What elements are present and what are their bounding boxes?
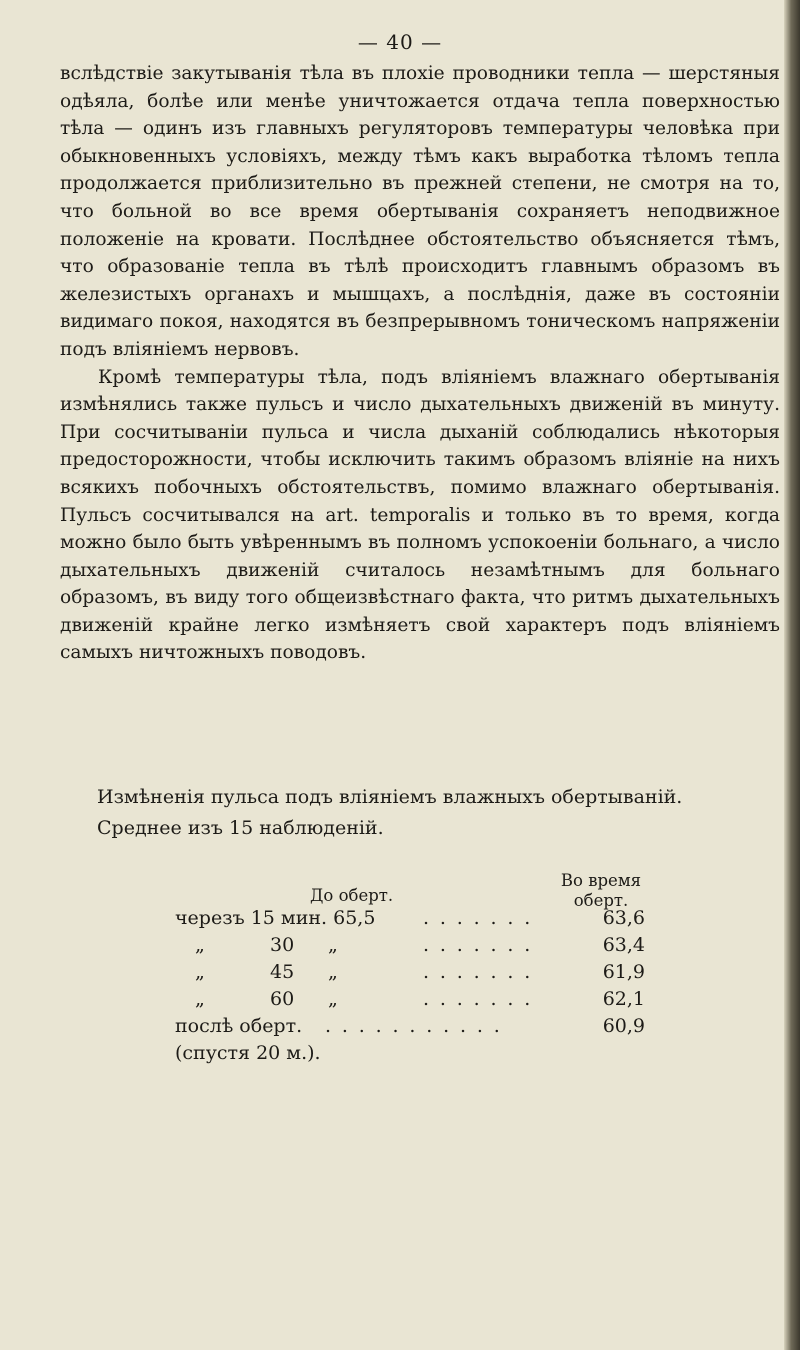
column-header-during-line1: Во время bbox=[560, 871, 642, 890]
ditto-mark: „ bbox=[328, 934, 338, 956]
leader-dots: . . . . . . . bbox=[423, 934, 533, 956]
table-note: (спустя 20 м.). bbox=[175, 1042, 321, 1064]
leader-dots: . . . . . . . bbox=[423, 988, 533, 1010]
ditto-mark: „ bbox=[195, 934, 205, 956]
table-row bbox=[175, 905, 645, 932]
row-label: послѣ оберт. bbox=[175, 1015, 303, 1037]
row-label: черезъ 15 мин. 65,5 bbox=[175, 907, 376, 929]
row-value: 63,4 bbox=[602, 934, 645, 956]
page-number: — 40 — bbox=[357, 30, 443, 54]
leader-dots: . . . . . . . . . . . bbox=[325, 1015, 503, 1037]
table-subtitle: Среднее изъ 15 наблюденій. bbox=[97, 817, 384, 839]
leader-dots: . . . . . . . bbox=[423, 907, 533, 929]
ditto-mark: „ bbox=[195, 988, 205, 1010]
table-row bbox=[175, 1040, 645, 1067]
row-minutes: 45 bbox=[270, 961, 295, 983]
ditto-mark: „ bbox=[195, 961, 205, 983]
column-header-during-line2: оберт. bbox=[573, 891, 629, 910]
pulse-table bbox=[175, 905, 645, 1067]
table-row bbox=[175, 986, 645, 1013]
column-header-before: До оберт. bbox=[310, 886, 394, 905]
paragraph-pulse-breathing: Кромѣ температуры тѣла, подъ вліяніемъ влажнаго обертыванія измѣнялись также пульсъ и число дыхательныхъ движеній въ минуту. При сосчитываніи пульса и числа дыханій соблюдались нѣкоторыя предосторожности, чтобы исключить такимъ образомъ вліяніе на нихъ всякихъ побочныхъ обстоятельствъ, помимо влажнаго обертыванія. Пульсъ сосчитывался на art. temporalis и только въ то время, когда можно было быть увѣреннымъ въ полномъ успокоеніи больнаго, а число дыхательныхъ движеній считалось незамѣтнымъ для больнаго образомъ, въ виду того общеизвѣстнаго факта, что ритмъ дыхательныхъ движеній крайне легко измѣняетъ свой характеръ подъ вліяніемъ самыхъ ничтожныхъ поводовъ. bbox=[60, 366, 780, 664]
leader-dots: . . . . . . . bbox=[423, 961, 533, 983]
table-row bbox=[175, 1013, 645, 1040]
body-text bbox=[60, 60, 780, 667]
table-caption bbox=[97, 782, 737, 844]
paragraph-continuation: вслѣдствіе закутыванія тѣла въ плохіе проводники тепла — шерстяныя одѣяла, болѣе или менѣе уничтожается отдача тепла поверхностью тѣла — одинъ изъ главныхъ регуляторовъ температуры человѣка при обыкновенныхъ условіяхъ, между тѣмъ какъ выработка тѣломъ тепла продолжается приблизительно въ прежней степени, не смотря на то, что больной во все время обертыванія сохраняетъ неподвижное положеніе на кровати. Послѣднее обстоятельство объясняется тѣмъ, что образованіе тепла въ тѣлѣ происходитъ главнымъ образомъ въ железистыхъ органахъ и мышцахъ, а послѣднія, даже въ состояніи видимаго покоя, находятся въ безпрерывномъ тоническомъ напряженіи подъ вліяніемъ нервовъ. bbox=[60, 63, 780, 360]
ditto-mark: „ bbox=[328, 961, 338, 983]
table-row bbox=[175, 932, 645, 959]
row-value: 61,9 bbox=[602, 961, 645, 983]
row-minutes: 30 bbox=[270, 934, 295, 956]
table-row bbox=[175, 959, 645, 986]
row-value: 62,1 bbox=[602, 988, 645, 1010]
row-value: 63,6 bbox=[602, 907, 645, 929]
row-minutes: 60 bbox=[270, 988, 295, 1010]
ditto-mark: „ bbox=[328, 988, 338, 1010]
page-edge-shadow bbox=[784, 0, 800, 1350]
row-value: 60,9 bbox=[602, 1015, 645, 1037]
table-title: Измѣненія пульса подъ вліяніемъ влажныхъ обертываній. bbox=[97, 786, 683, 808]
